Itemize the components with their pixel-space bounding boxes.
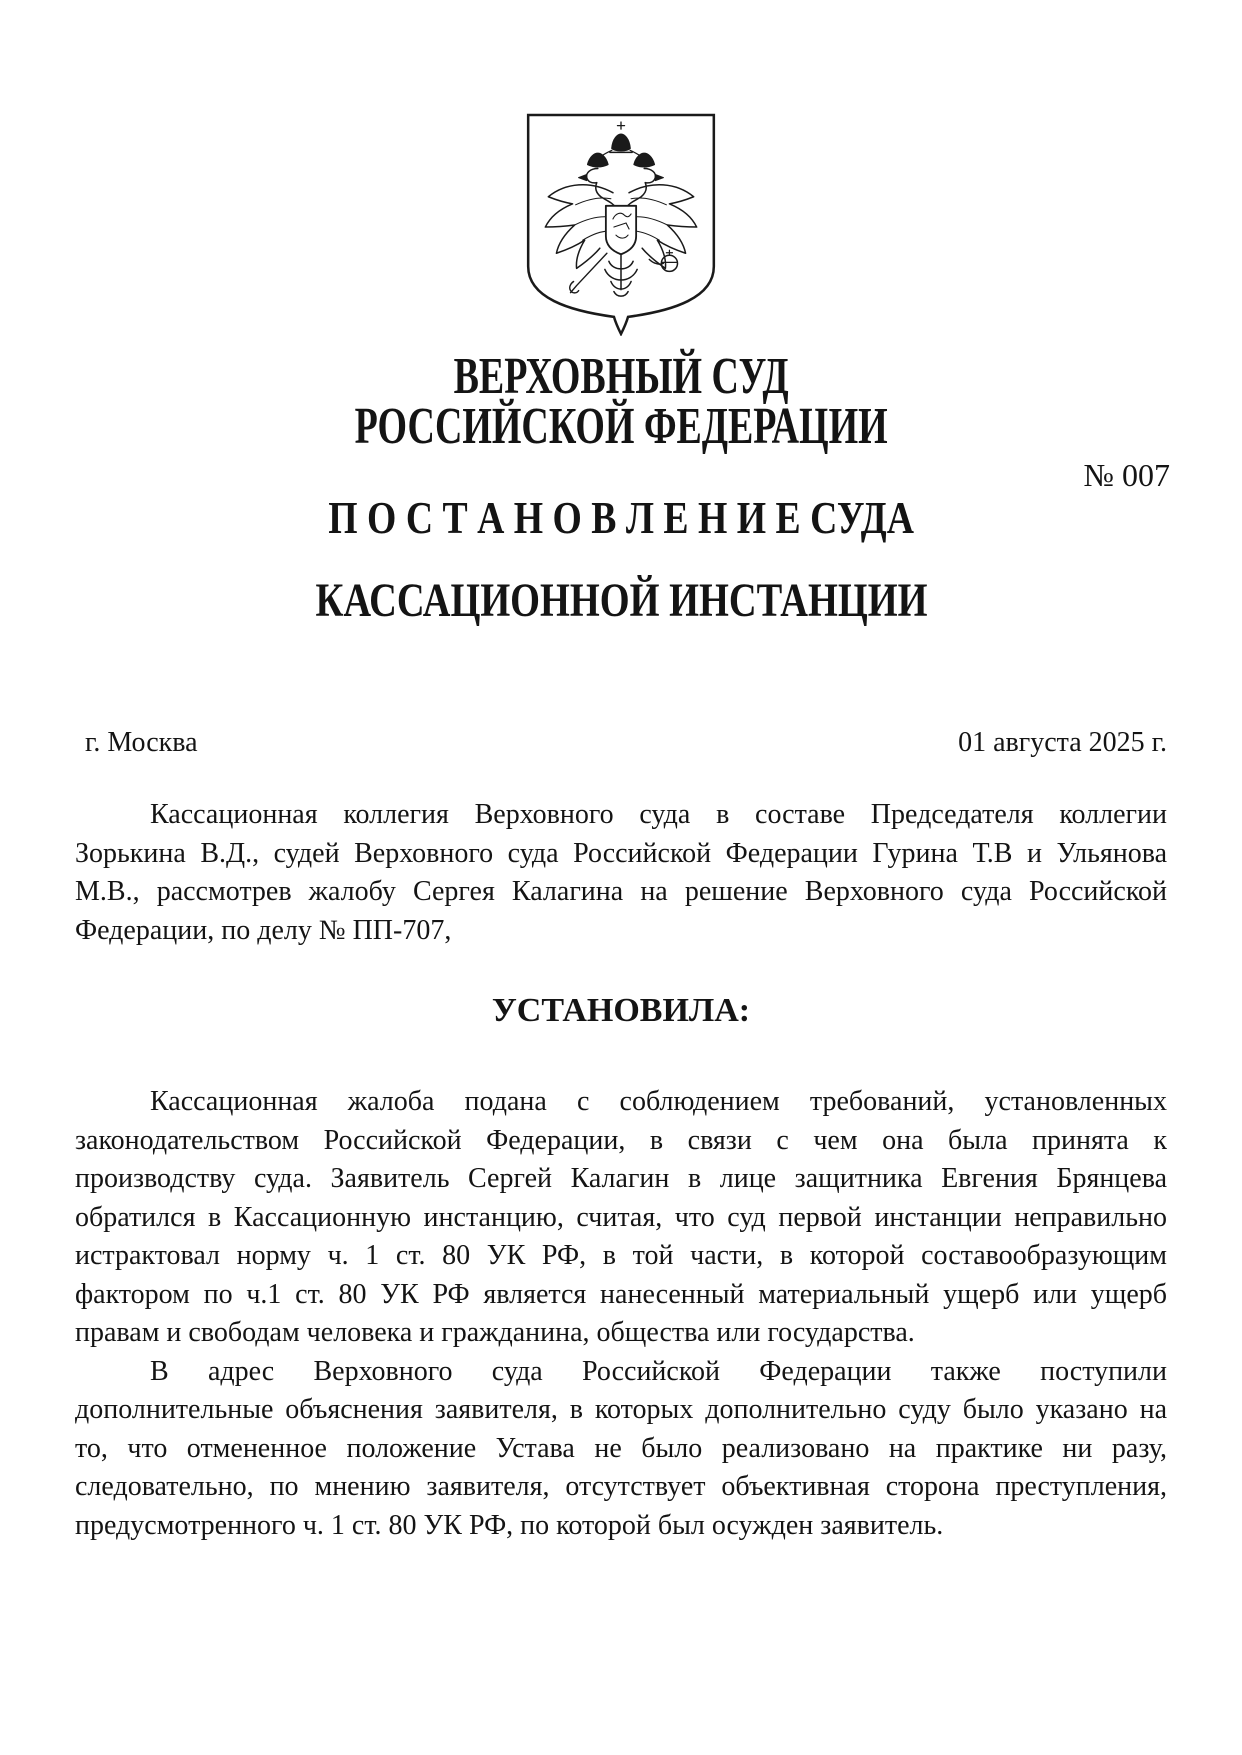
text-line: производству суда. Заявитель Сергей Калагин в лице защитника Евгения Брянцева (75, 1163, 1167, 1194)
russia-coat-of-arms-icon (520, 112, 722, 336)
text-line: М.В., рассмотрев жалобу Сергея Калагина на решение Верховного суда Российской (75, 876, 1167, 907)
text-line: Федерации, по делу № ПП-707, (75, 914, 452, 946)
place-date-row (75, 726, 1167, 760)
text-line: В адрес Верховного суда Российской Федерации также поступили (150, 1355, 1167, 1387)
doc-type-heading-line1: П О С Т А Н О В Л Е Н И Е СУДА (328, 492, 914, 543)
text-line: следовательно, по мнению заявителя, отсутствует объективная сторона преступления, (75, 1471, 1167, 1502)
document-city: г. Москва (85, 727, 198, 758)
intro-paragraph (75, 796, 1167, 950)
case-number: № 007 (1083, 457, 1170, 493)
text-line: Кассационная жалоба подана с соблюдением требований, установленных (150, 1086, 1167, 1117)
text-line: то, что отмененное положение Устава не было реализовано на практике ни разу, (75, 1432, 1167, 1464)
text-line: предусмотренного ч. 1 ст. 80 УК РФ, по которой был осужден заявитель. (75, 1509, 944, 1541)
doc-type-heading-line2: КАССАЦИОННОЙ ИНСТАНЦИИ (315, 574, 927, 627)
court-name-line2: РОССИЙСКОЙ ФЕДЕРАЦИИ (354, 398, 888, 455)
ruling-body (75, 1083, 1167, 1545)
text-line: правам и свободам человека и гражданина, общества или государства. (75, 1317, 915, 1348)
court-name-line1: ВЕРХОВНЫЙ СУД (453, 348, 789, 405)
text-line: законодательством Российской Федерации, в связи с чем она была принята к (75, 1124, 1167, 1156)
court-name-heading (0, 348, 1242, 455)
document-date: 01 августа 2025 г. (958, 727, 1167, 758)
text-line: фактором по ч.1 ст. 80 УК РФ является нанесенный материальный ущерб или ущерб (75, 1278, 1167, 1310)
text-line: Зорькина В.Д., судей Верховного суда Российской Федерации Гурина Т.В и Ульянова (75, 837, 1167, 869)
text-line: истрактовал норму ч. 1 ст. 80 УК РФ, в той части, в которой составообразующим (75, 1240, 1167, 1271)
ruling-section-heading: УСТАНОВИЛА: (491, 992, 751, 1029)
text-line: дополнительные объяснения заявителя, в которых дополнительно суду было указано на (75, 1394, 1167, 1425)
text-line: Кассационная коллегия Верховного суда в составе Председателя коллегии (150, 799, 1167, 830)
text-line: обратился в Кассационную инстанцию, считая, что суд первой инстанции неправильно (75, 1201, 1167, 1233)
